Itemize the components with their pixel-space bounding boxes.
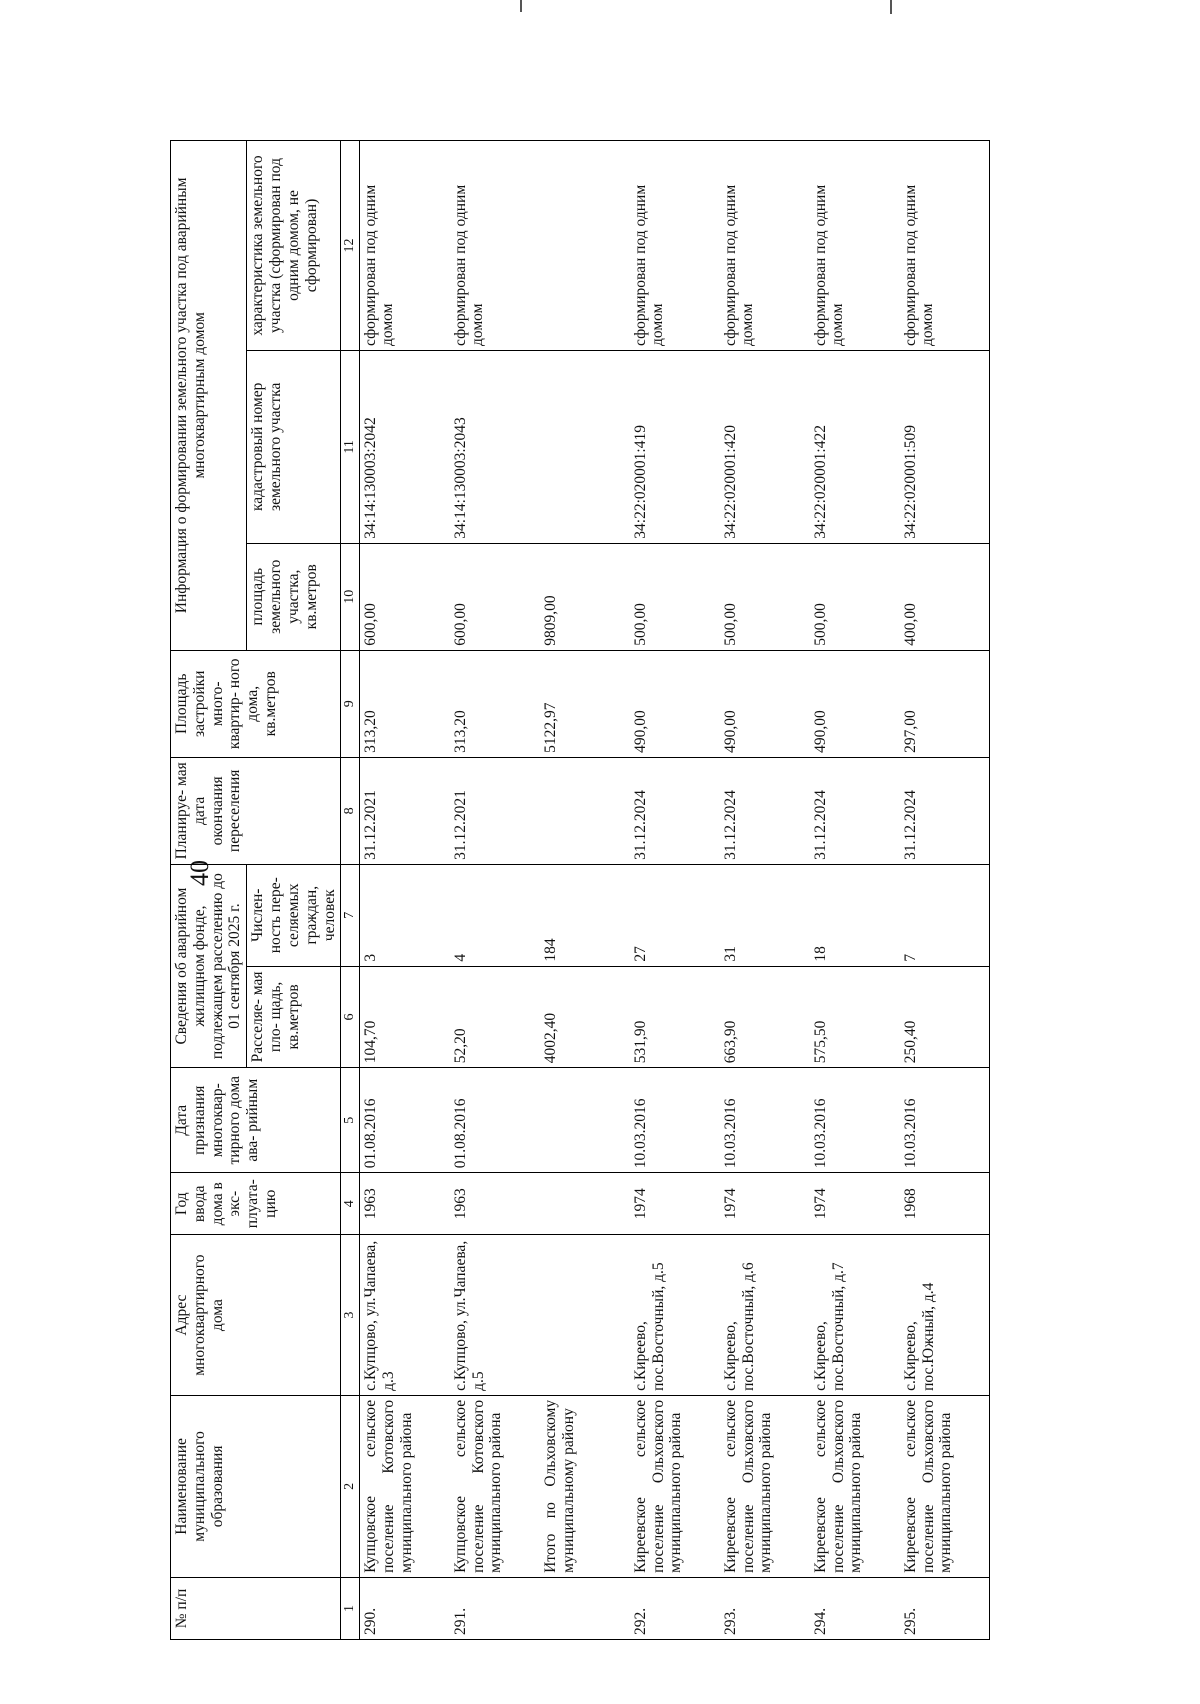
header-year: Год ввода дома в экс- плуата- цию: [171, 1173, 341, 1235]
build-area-cell: 313,20: [360, 650, 450, 757]
people-cell: 31: [720, 864, 810, 966]
address-cell: с.Киреево, пос.Южный, д.4: [900, 1235, 990, 1396]
table-row: [720, 141, 810, 1640]
build-area-cell: 313,20: [450, 650, 540, 757]
date-cell: 10.03.2016: [900, 1068, 990, 1173]
land-area-cell: 500,00: [720, 543, 810, 650]
header-end-date: Планируе- мая дата окончания переселения: [171, 757, 341, 864]
area-cell: 663,90: [720, 966, 810, 1068]
scan-edge-line: [890, 0, 892, 14]
date-cell: 01.08.2016: [360, 1068, 450, 1173]
characteristic-cell: сформирован под одним домом: [450, 141, 540, 351]
column-index: 5: [341, 1068, 360, 1173]
area-cell: 575,50: [810, 966, 900, 1068]
area-cell: 531,90: [630, 966, 720, 1068]
people-cell: 27: [630, 864, 720, 966]
area-cell: 250,40: [900, 966, 990, 1068]
people-cell: 3: [360, 864, 450, 966]
header-people: Числен- ность пере- селяемых граждан, человек: [247, 864, 341, 966]
land-area-cell: 500,00: [810, 543, 900, 650]
land-area-cell: 9809,00: [540, 543, 630, 650]
column-index: 8: [341, 757, 360, 864]
area-cell: 52,20: [450, 966, 540, 1068]
cadastral-cell: 34:22:020001:420: [720, 350, 810, 543]
address-cell: с.Киреево, пос.Восточный, д.6: [720, 1235, 810, 1396]
characteristic-cell: сформирован под одним домом: [720, 141, 810, 351]
column-index: 10: [341, 543, 360, 650]
cadastral-cell: 34:22:020001:419: [630, 350, 720, 543]
characteristic-cell: сформирован под одним домом: [810, 141, 900, 351]
column-index: 7: [341, 864, 360, 966]
address-cell: с.Купцово, ул.Чапаева, д.5: [450, 1235, 540, 1396]
year-cell: 1968: [900, 1173, 990, 1235]
end-date-cell: 31.12.2021: [450, 757, 540, 864]
year-cell: 1963: [450, 1173, 540, 1235]
row-number: [540, 1577, 630, 1639]
year-cell: [540, 1173, 630, 1235]
header-land-area: площадь земельного участка, кв.метров: [247, 543, 341, 650]
table-row: [630, 141, 720, 1640]
header-group-relocation: Сведения об аварийном жилищном фонде, подлежащем расселению до 01 сентября 2025 г.: [171, 864, 247, 1067]
column-index: 12: [341, 141, 360, 351]
row-number: 295.: [900, 1577, 990, 1639]
end-date-cell: 31.12.2024: [720, 757, 810, 864]
address-cell: [540, 1235, 630, 1396]
date-cell: 01.08.2016: [450, 1068, 540, 1173]
build-area-cell: 490,00: [810, 650, 900, 757]
column-index: 11: [341, 350, 360, 543]
characteristic-cell: сформирован под одним домом: [630, 141, 720, 351]
municipality-cell: Купцовское сельское поселение Котовского муниципального района: [360, 1395, 450, 1577]
address-cell: с.Киреево, пос.Восточный, д.7: [810, 1235, 900, 1396]
cadastral-cell: 34:22:020001:509: [900, 350, 990, 543]
year-cell: 1963: [360, 1173, 450, 1235]
rotated-table-sheet: [170, 140, 1180, 1640]
header-area: Расселяе- мая пло- щадь, кв.метров: [247, 966, 341, 1068]
column-index-row: [341, 141, 360, 1640]
end-date-cell: [540, 757, 630, 864]
people-cell: 18: [810, 864, 900, 966]
table-row: [360, 141, 450, 1640]
land-area-cell: 600,00: [450, 543, 540, 650]
row-number: 290.: [360, 1577, 450, 1639]
year-cell: 1974: [630, 1173, 720, 1235]
header-group-land: Информация о формировании земельного участка под аварийным многоквартирным домом: [171, 141, 247, 651]
header-no: № п/п: [171, 1577, 341, 1639]
land-area-cell: 500,00: [630, 543, 720, 650]
column-index: 2: [341, 1395, 360, 1577]
table-row: [810, 141, 900, 1640]
municipality-cell: Купцовское сельское поселение Котовского муниципального района: [450, 1395, 540, 1577]
municipality-cell: Киреевское сельское поселение Ольховского муниципального района: [720, 1395, 810, 1577]
area-cell: 4002,40: [540, 966, 630, 1068]
build-area-cell: 297,00: [900, 650, 990, 757]
cadastral-cell: 34:14:130003:2042: [360, 350, 450, 543]
cadastral-cell: [540, 350, 630, 543]
land-area-cell: 600,00: [360, 543, 450, 650]
cadastral-cell: 34:22:020001:422: [810, 350, 900, 543]
end-date-cell: 31.12.2024: [900, 757, 990, 864]
date-cell: 10.03.2016: [810, 1068, 900, 1173]
municipality-cell: Киреевское сельское поселение Ольховского муниципального района: [900, 1395, 990, 1577]
emergency-housing-table: [170, 140, 990, 1640]
row-number: 292.: [630, 1577, 720, 1639]
header-date: Дата признания многоквар- тирного дома ава- рийным: [171, 1068, 341, 1173]
address-cell: с.Купцово, ул.Чапаева, д.3: [360, 1235, 450, 1396]
header-cadastral: кадастровый номер земельного участка: [247, 350, 341, 543]
municipality-cell: Киреевское сельское поселение Ольховского муниципального района: [630, 1395, 720, 1577]
people-cell: 4: [450, 864, 540, 966]
column-index: 3: [341, 1235, 360, 1396]
municipality-cell: Киреевское сельское поселение Ольховского муниципального района: [810, 1395, 900, 1577]
column-index: 9: [341, 650, 360, 757]
scan-edge-line: [520, 0, 522, 12]
characteristic-cell: сформирован под одним домом: [360, 141, 450, 351]
end-date-cell: 31.12.2021: [360, 757, 450, 864]
column-index: 1: [341, 1577, 360, 1639]
column-index: 6: [341, 966, 360, 1068]
end-date-cell: 31.12.2024: [810, 757, 900, 864]
row-number: 294.: [810, 1577, 900, 1639]
build-area-cell: 490,00: [720, 650, 810, 757]
year-cell: 1974: [810, 1173, 900, 1235]
header-build-area: Площадь застройки много- квартир- ного дома, кв.метров: [171, 650, 341, 757]
header-address: Адрес многоквартирного дома: [171, 1235, 341, 1396]
row-number: 293.: [720, 1577, 810, 1639]
build-area-cell: 5122,97: [540, 650, 630, 757]
page-number: 40: [185, 860, 214, 886]
build-area-cell: 490,00: [630, 650, 720, 757]
header-municipality: Наименование муниципального образования: [171, 1395, 341, 1577]
date-cell: 10.03.2016: [630, 1068, 720, 1173]
column-index: 4: [341, 1173, 360, 1235]
date-cell: 10.03.2016: [720, 1068, 810, 1173]
characteristic-cell: [540, 141, 630, 351]
row-number: 291.: [450, 1577, 540, 1639]
address-cell: с.Киреево, пос.Восточный, д.5: [630, 1235, 720, 1396]
characteristic-cell: сформирован под одним домом: [900, 141, 990, 351]
land-area-cell: 400,00: [900, 543, 990, 650]
people-cell: 7: [900, 864, 990, 966]
date-cell: [540, 1068, 630, 1173]
cadastral-cell: 34:14:130003:2043: [450, 350, 540, 543]
people-cell: 184: [540, 864, 630, 966]
table-row: [900, 141, 990, 1640]
total-label: Итого по Ольховскому муниципальному району: [540, 1395, 630, 1577]
header-characteristic: характеристика земельного участка (сформирован под одним домом, не сформирован): [247, 141, 341, 351]
total-row: [540, 141, 630, 1640]
area-cell: 104,70: [360, 966, 450, 1068]
year-cell: 1974: [720, 1173, 810, 1235]
end-date-cell: 31.12.2024: [630, 757, 720, 864]
table-row: [450, 141, 540, 1640]
